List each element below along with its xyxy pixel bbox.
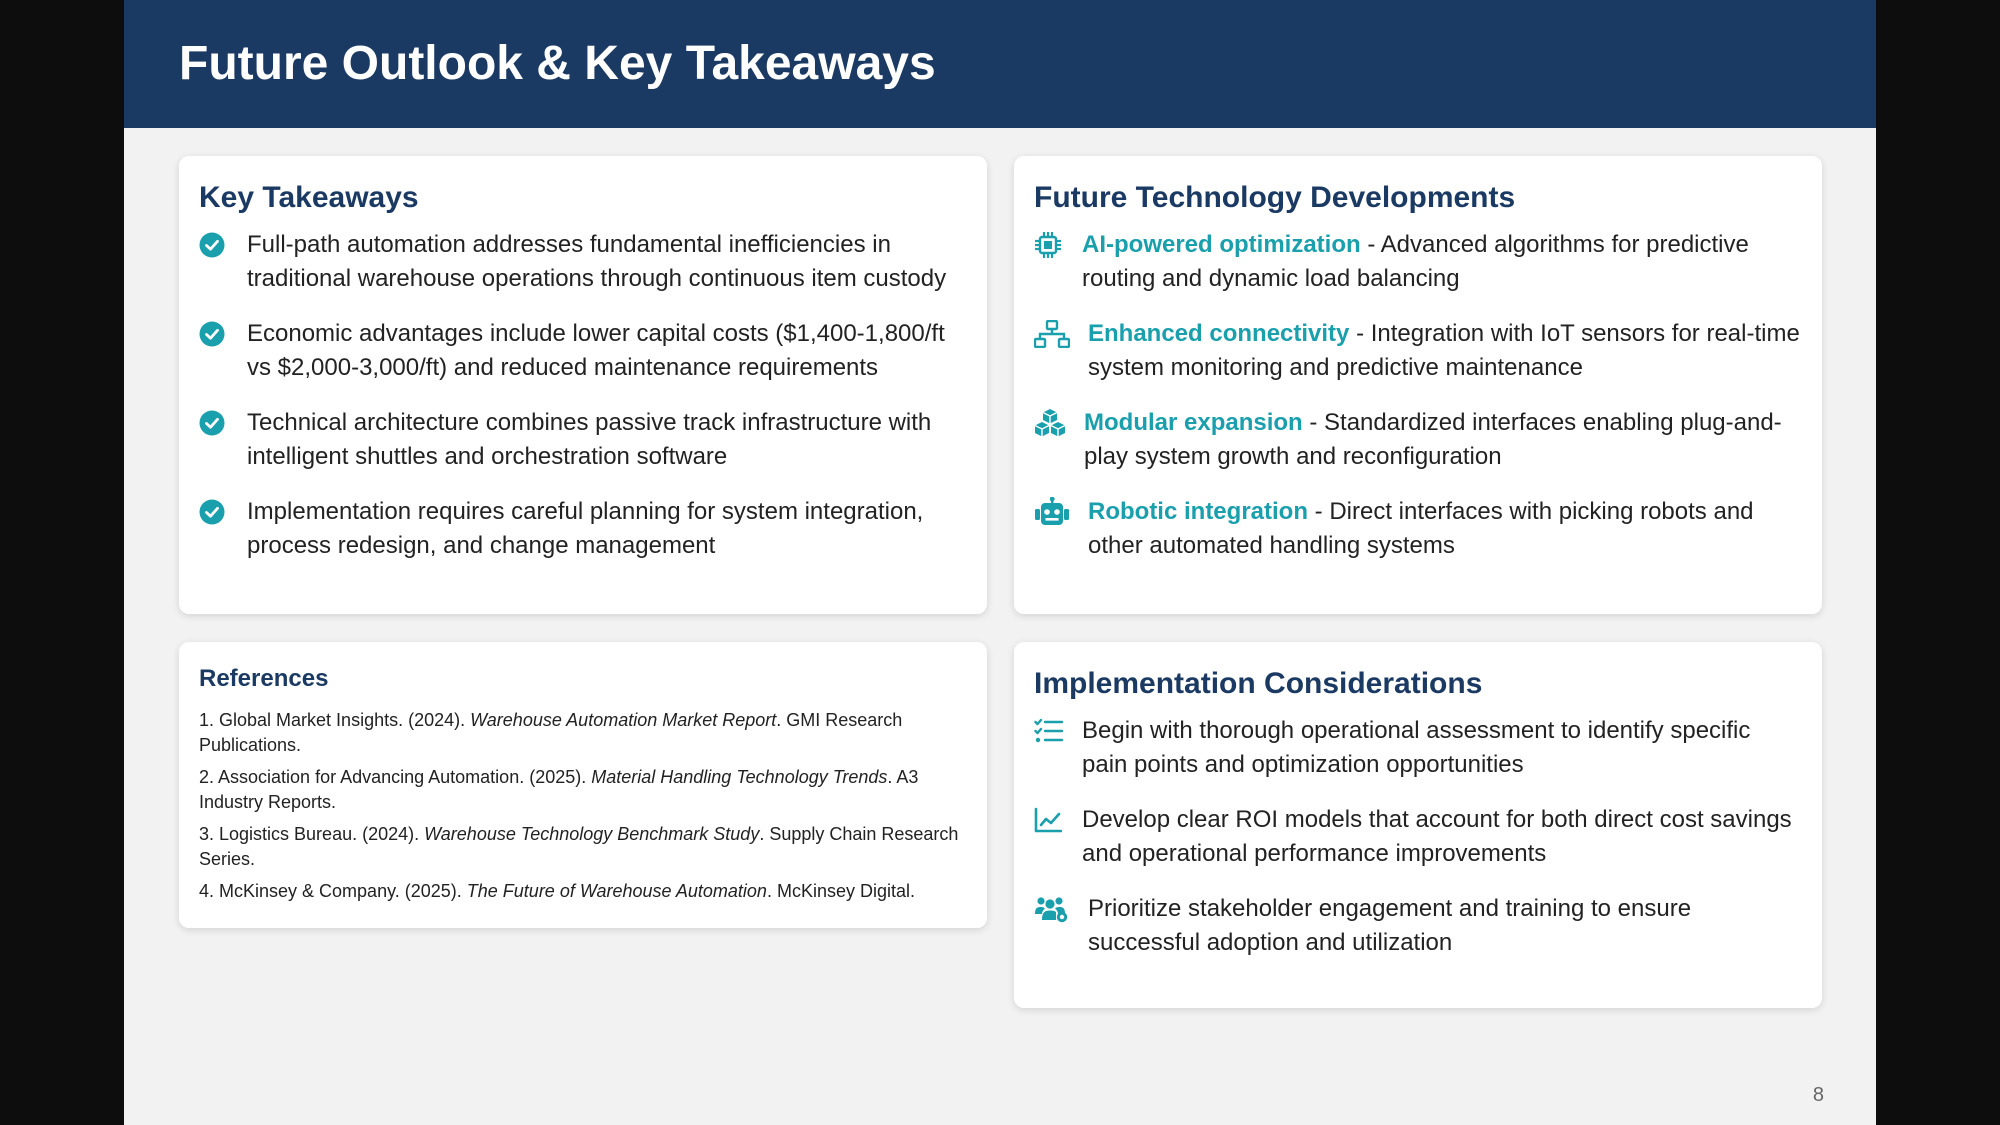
references-heading: References — [199, 665, 329, 692]
tasks-icon — [1034, 714, 1064, 748]
takeaway-item — [199, 495, 967, 563]
future-tech-item — [1034, 495, 1802, 563]
takeaway-item — [199, 406, 967, 474]
chart-line-icon — [1034, 803, 1064, 837]
takeaway-text: Implementation requires careful planning for system integration, process redesign, and change management — [247, 498, 924, 559]
future-tech-item — [1034, 406, 1802, 474]
implementation-item — [1034, 892, 1802, 960]
implementation-heading: Implementation Considerations — [1034, 667, 1483, 700]
reference-item: 4. McKinsey & Company. (2025). The Future of Warehouse Automation. McKinsey Digital. — [199, 881, 915, 901]
takeaway-text: Economic advantages include lower capital costs ($1,400-1,800/ft vs $2,000-3,000/ft) and reduced maintenance requirements — [247, 320, 945, 381]
future-tech-title: AI-powered optimization — [1082, 231, 1361, 258]
check-circle-icon — [199, 495, 229, 529]
future-tech-title: Robotic integration — [1088, 498, 1308, 525]
implementation-item — [1034, 714, 1802, 782]
takeaway-item — [199, 317, 967, 385]
implementation-item — [1034, 803, 1802, 871]
takeaway-text: Full-path automation addresses fundamental inefficiencies in traditional warehouse operations through continuous item custody — [247, 231, 947, 292]
references-card — [179, 642, 987, 928]
users-gear-icon — [1034, 892, 1070, 926]
future-tech-text: - Direct interfaces with picking robots and other automated handling systems — [1088, 498, 1754, 559]
robot-icon — [1034, 495, 1070, 529]
cubes-icon — [1034, 406, 1066, 440]
slide — [124, 0, 1876, 1125]
takeaway-item — [199, 228, 967, 296]
future-tech-item — [1034, 228, 1802, 296]
future-tech-item — [1034, 317, 1802, 385]
implementation-text: Prioritize stakeholder engagement and training to ensure successful adoption and utilization — [1088, 895, 1692, 956]
check-circle-icon — [199, 406, 229, 440]
future-tech-card — [1014, 156, 1822, 614]
microchip-icon — [1034, 228, 1064, 262]
implementation-card — [1014, 642, 1822, 1008]
reference-item: 3. Logistics Bureau. (2024). Warehouse Technology Benchmark Study. Supply Chain Research Series. — [199, 824, 959, 869]
page-title: Future Outlook & Key Takeaways — [179, 37, 936, 90]
implementation-text: Develop clear ROI models that account for both direct cost savings and operational performance improvements — [1082, 806, 1792, 867]
network-icon — [1034, 317, 1070, 351]
check-circle-icon — [199, 317, 229, 351]
future-tech-title: Enhanced connectivity — [1088, 320, 1350, 347]
key-takeaways-card — [179, 156, 987, 614]
reference-item: 1. Global Market Insights. (2024). Warehouse Automation Market Report. GMI Research Publications. — [199, 710, 903, 755]
check-circle-icon — [199, 228, 229, 262]
future-tech-heading: Future Technology Developments — [1034, 181, 1516, 214]
reference-item: 2. Association for Advancing Automation. (2025). Material Handling Technology Trends. A3 Industry Reports. — [199, 767, 919, 812]
future-tech-text: - Standardized interfaces enabling plug-and-play system growth and reconfiguration — [1084, 409, 1782, 470]
future-tech-title: Modular expansion — [1084, 409, 1303, 436]
page-number: 8 — [1812, 1084, 1824, 1106]
future-tech-text: - Advanced algorithms for predictive routing and dynamic load balancing — [1082, 231, 1749, 292]
future-tech-text: - Integration with IoT sensors for real-time system monitoring and predictive maintenance — [1088, 320, 1800, 381]
takeaway-text: Technical architecture combines passive track infrastructure with intelligent shuttles and orchestration software — [247, 409, 932, 470]
key-takeaways-heading: Key Takeaways — [199, 181, 419, 214]
header-bar — [124, 0, 1876, 128]
implementation-text: Begin with thorough operational assessment to identify specific pain points and optimization opportunities — [1082, 717, 1751, 778]
